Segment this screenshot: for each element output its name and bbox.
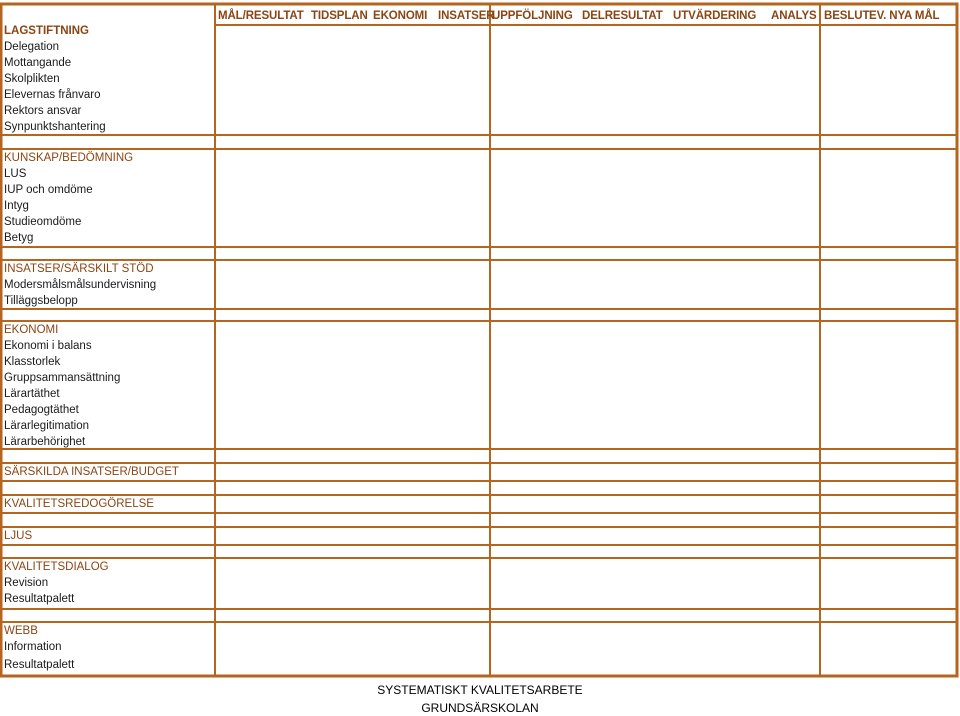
row-label: Synpunktshantering bbox=[4, 121, 106, 133]
column-header-tidsplan: TIDSPLAN bbox=[311, 10, 368, 22]
section-title-lagstiftning: LAGSTIFTNING bbox=[4, 25, 89, 37]
row-label: Elevernas frånvaro bbox=[4, 89, 101, 101]
row-label: LUS bbox=[4, 168, 27, 180]
section-title-kvalitetsdialog: KVALITETSDIALOG bbox=[4, 561, 109, 573]
row-label: Mottangande bbox=[4, 57, 72, 69]
row-label: Modersmålsmålsundervisning bbox=[4, 279, 157, 291]
table-border bbox=[1, 4, 957, 676]
column-header-insatser: INSATSER bbox=[438, 10, 495, 22]
row-label: Lärarbehörighet bbox=[4, 436, 86, 448]
footer-title: SYSTEMATISKT KVALITETSARBETE bbox=[377, 683, 583, 697]
row-label: Lärartäthet bbox=[4, 388, 60, 400]
section-title-ekonomi: EKONOMI bbox=[4, 324, 59, 336]
section-title-ljus: LJUS bbox=[4, 530, 33, 542]
footer-subtitle: GRUNDSÄRSKOLAN bbox=[421, 701, 539, 715]
column-header-mal-resultat: MÅL/RESULTAT bbox=[218, 10, 304, 22]
row-label: Information bbox=[4, 641, 62, 653]
row-label: IUP och omdöme bbox=[4, 184, 93, 196]
row-label: Betyg bbox=[4, 232, 34, 244]
column-header-ekonomi: EKONOMI bbox=[373, 10, 428, 22]
row-label: Studieomdöme bbox=[4, 216, 82, 228]
row-label: Klasstorlek bbox=[4, 356, 61, 368]
row-label: Resultatpalett bbox=[4, 593, 75, 605]
column-header-analys: ANALYS bbox=[771, 10, 817, 22]
section-title-insatser-sarskilt-stod: INSATSER/SÄRSKILT STÖD bbox=[4, 263, 154, 275]
row-label: Intyg bbox=[4, 200, 29, 212]
row-label: Resultatpalett bbox=[4, 659, 75, 671]
section-title-sarskilda-insatser-budget: SÄRSKILDA INSATSER/BUDGET bbox=[4, 466, 179, 478]
row-label: Revision bbox=[4, 577, 49, 589]
section-title-webb: WEBB bbox=[4, 625, 38, 637]
row-label: Rektors ansvar bbox=[4, 105, 82, 117]
row-label: Lärarlegitimation bbox=[4, 420, 90, 432]
section-title-kvalitetsredogorelse: KVALITETSREDOGÖRELSE bbox=[4, 498, 154, 510]
row-label: Delegation bbox=[4, 41, 59, 53]
column-header-utvardering: UTVÄRDERING bbox=[673, 10, 757, 22]
row-label: Gruppsammansättning bbox=[4, 372, 121, 384]
row-label: Pedagogtäthet bbox=[4, 404, 79, 416]
column-header-uppfoljning: UPPFÖLJNING bbox=[492, 10, 573, 22]
section-title-kunskap-bedomning: KUNSKAP/BEDÖMNING bbox=[4, 152, 134, 164]
row-label: Tilläggsbelopp bbox=[4, 295, 78, 307]
row-label: Ekonomi i balans bbox=[4, 340, 92, 352]
column-header-delresultat: DELRESULTAT bbox=[582, 10, 663, 22]
row-label: Skolplikten bbox=[4, 73, 60, 85]
column-header-beslut: BESLUT bbox=[824, 10, 870, 22]
column-header-ev-nya-mal: EV. NYA MÅL bbox=[869, 10, 940, 22]
